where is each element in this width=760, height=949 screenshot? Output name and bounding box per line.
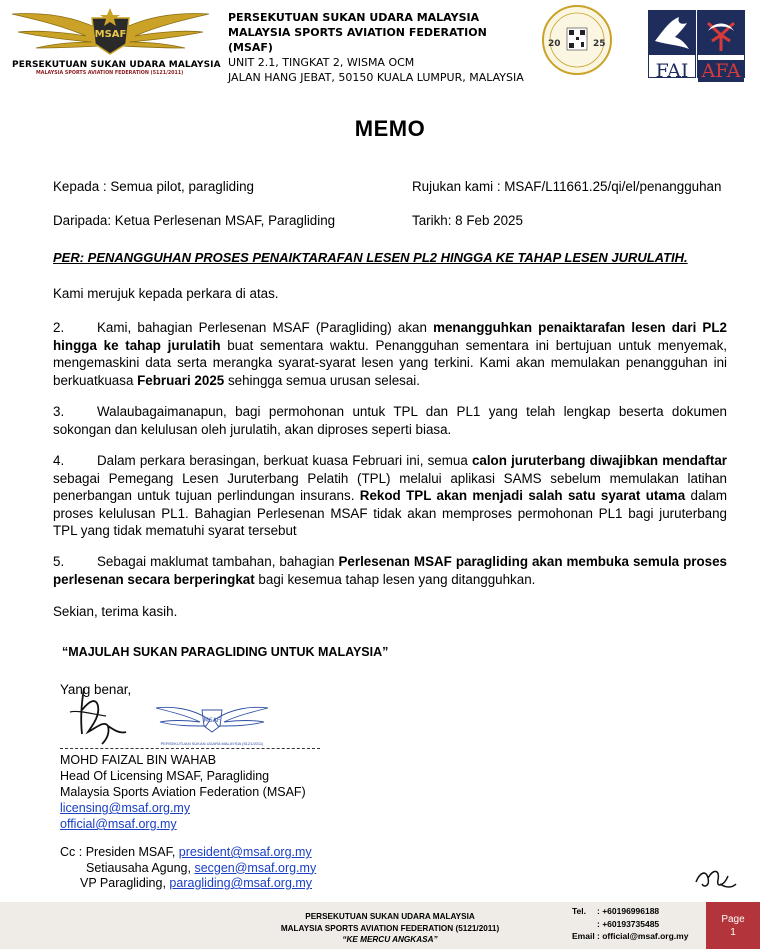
msaf-logo	[8, 4, 221, 76]
signature-line	[60, 748, 320, 749]
footer-org-malay: PERSEKUTUAN SUKAN UDARA MALAYSIA	[305, 912, 475, 921]
cc-row-secgen: Setiausaha Agung, secgen@msaf.org.my	[86, 860, 317, 875]
cc-row-president: Cc : Presiden MSAF, president@msaf.org.my	[60, 845, 312, 859]
svg-text:20: 20	[548, 39, 561, 49]
paragraph-2: 2. Kami, bahagian Perlesenan MSAF (Paragliding) akan menangguhkan penaiktarafan lesen dari PL2 hingga ke tahap jurulatih buat sementara waktu. Penangguhan sementara ini bertujuan untuk menyemak, mengemaskini data serta merangka syarat-syarat lesen yang terkini. Kami akan memulakan penangguhan ini berkuatkuasa Februari 2025 sehingga semua urusan selesai.	[53, 320, 727, 388]
address-line-2: JALAN HANG JEBAT, 50150 KUALA LUMPUR, MALAYSIA	[228, 71, 524, 84]
footer-org	[240, 911, 540, 946]
paragraph-4-number: 4.	[53, 453, 65, 468]
phoenix-icon	[698, 11, 744, 55]
licensing-email-link[interactable]: licensing@msaf.org.my	[60, 801, 191, 815]
signatory-org: Malaysia Sports Aviation Federation (MSAF)	[60, 785, 306, 799]
memo-subject: PER: PENANGGUHAN PROSES PENAIKTARAFAN LESEN PL2 HINGGA KE TAHAP LESEN JURULATIH.	[53, 250, 688, 265]
org-name-malay: PERSEKUTUAN SUKAN UDARA MALAYSIA	[228, 11, 480, 24]
fai-label: FAI	[655, 60, 689, 82]
recipient-line: Kepada : Semua pilot, paragliding	[53, 179, 254, 194]
tel-number-2: : +60193735485	[597, 918, 660, 929]
handwritten-signature	[62, 680, 152, 750]
intro-paragraph: Kami merujuk kepada perkara di atas.	[53, 286, 279, 301]
paragraph-3-number: 3.	[53, 404, 65, 419]
signatory-name: MOHD FAIZAL BIN WAHAB	[60, 753, 217, 767]
anniversary-seal	[536, 4, 618, 76]
fai-logo	[648, 10, 696, 82]
cc-block	[60, 845, 316, 892]
cc-row-vp: VP Paragliding, paragliding@msaf.org.my	[80, 876, 313, 890]
signatory-title: Head Of Licensing MSAF, Paragliding	[60, 769, 270, 783]
stamp-caption: PERSEKUTUAN SUKAN UDARA MALAYSIA (5121/2011)	[160, 741, 264, 746]
afa-label: AFA	[698, 60, 744, 82]
paragraph-3: 3. Walaubagaimanapun, bagi permohonan untuk TPL dan PL1 yang telah lengkap beserta dokumen sokongan dan kelulusan oleh jurulatih, akan diproses seperti biasa.	[53, 404, 727, 437]
tel-number-1: : +60196996188	[597, 906, 660, 916]
closing-line: Sekian, terima kasih.	[53, 604, 178, 619]
page-indicator	[706, 902, 760, 949]
logo-caption-sub: MALAYSIA SPORTS AVIATION FEDERATION (5121/2011)	[36, 71, 184, 76]
signatory-block	[60, 752, 306, 832]
org-address-block	[228, 10, 533, 85]
paragliding-email-link[interactable]: paragliding@msaf.org.my	[169, 876, 313, 890]
address-line-1: UNIT 2.1, TINGKAT 2, WISMA OCM	[228, 56, 415, 69]
date-line: Tarikh: 8 Feb 2025	[412, 213, 523, 228]
initials-mark	[690, 858, 740, 894]
official-email-link[interactable]: official@msaf.org.my	[60, 817, 177, 831]
sender-line: Daripada: Ketua Perlesenan MSAF, Paragliding	[53, 213, 336, 228]
logo-caption-main: PERSEKUTUAN SUKAN UDARA MALAYSIA	[12, 60, 221, 70]
svg-text:MSAF: MSAF	[203, 717, 221, 724]
footer-org-english: MALAYSIA SPORTS AVIATION FEDERATION (5121/2011)	[280, 923, 500, 933]
footer-email: Email : official@msaf.org.my	[572, 931, 689, 941]
msaf-stamp	[152, 702, 272, 748]
svg-text:MSAF: MSAF	[94, 29, 127, 40]
paragraph-5-number: 5.	[53, 554, 65, 569]
footer-contact	[572, 905, 688, 943]
tel-label: Tel.	[572, 906, 587, 916]
president-email-link[interactable]: president@msaf.org.my	[178, 845, 312, 859]
memo-title: MEMO	[354, 116, 426, 141]
afa-logo	[697, 10, 745, 82]
motto-line: “MAJULAH SUKAN PARAGLIDING UNTUK MALAYSIA”	[62, 645, 389, 659]
paragraph-4: 4. Dalam perkara berasingan, berkuat kuasa Februari ini, semua calon juruterbang diwajibkan mendaftar sebagai Pemegang Lesen Juruterbang Pelatih (TPL) melalui aplikasi SAMS sebelum memulakan latihan penerbangan untuk tujuan perlindungan insurans. Rekod TPL akan menjadi salah satu syarat utama dalam proses kelulusan PL1. Bahagian Perlesenan MSAF tidak akan memproses permohonan PL1 bagi juruterbang TPL yang tidak mematuhi syarat tersebut	[53, 453, 727, 538]
svg-text:25: 25	[593, 39, 606, 49]
secgen-email-link[interactable]: secgen@msaf.org.my	[194, 860, 317, 875]
page-label: Page	[721, 914, 745, 925]
page-number: 1	[730, 927, 736, 938]
org-name-english: MALAYSIA SPORTS AVIATION FEDERATION (MSAF)	[228, 26, 487, 54]
eagle-icon	[649, 11, 695, 55]
reference-line: Rujukan kami : MSAF/L11661.25/qi/el/penangguhan	[412, 179, 722, 194]
footer-motto: “KE MERCU ANGKASA”	[342, 935, 438, 944]
msaf-wings-emblem	[8, 4, 213, 62]
closing-salutation: Yang benar,	[60, 682, 132, 697]
paragraph-5: 5. Sebagai maklumat tambahan, bahagian Perlesenan MSAF paragliding akan membuka semula proses perlesenan secara berperingkat bagi kesemua tahap lesen yang ditangguhkan.	[53, 554, 727, 587]
paragraph-2-number: 2.	[53, 320, 65, 335]
